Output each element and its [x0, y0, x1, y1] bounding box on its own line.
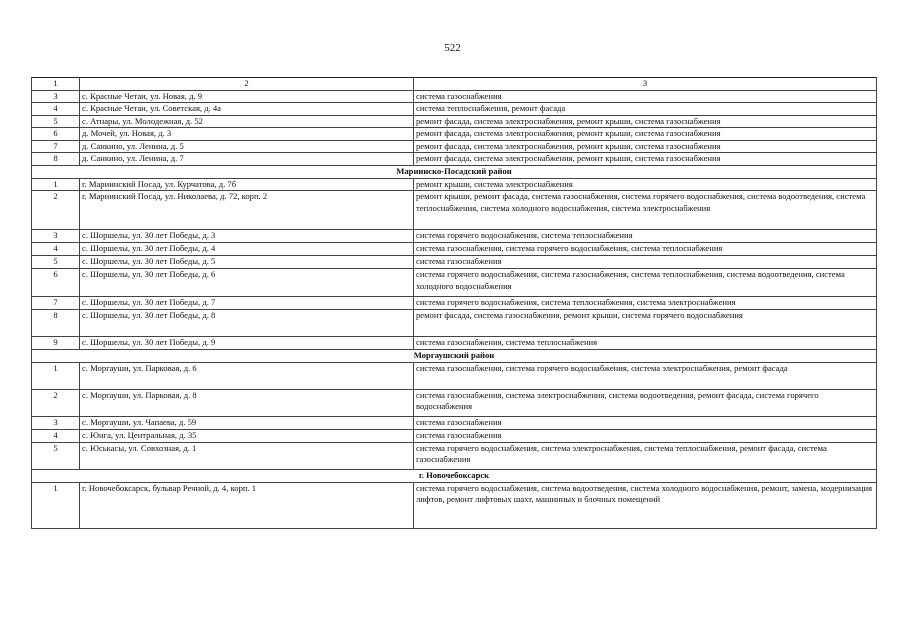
works-cell: система газоснабжения, система горячего водоснабжения, система теплоснабжения	[414, 243, 877, 256]
row-number: 4	[32, 243, 80, 256]
address-cell: с. Красные Четаи, ул. Советская, д. 4а	[80, 103, 414, 116]
address-cell: с. Моргауши, ул. Чапаева, д. 59	[80, 416, 414, 429]
table-row	[32, 389, 877, 416]
table-row	[32, 140, 877, 153]
table-row	[32, 115, 877, 128]
row-number: 4	[32, 103, 80, 116]
table-row	[32, 153, 877, 166]
works-cell: ремонт фасада, система электроснабжения, ремонт крыши, система газоснабжения	[414, 140, 877, 153]
works-cell: система горячего водоснабжения, система теплоснабжения, система электроснабжения	[414, 297, 877, 310]
row-number: 5	[32, 442, 80, 469]
table-row	[32, 191, 877, 230]
address-cell: с. Шоршелы, ул. 30 лет Победы, д. 3	[80, 230, 414, 243]
works-cell: система теплоснабжения, ремонт фасада	[414, 103, 877, 116]
table-row	[32, 230, 877, 243]
address-cell: с. Шоршелы, ул. 30 лет Победы, д. 6	[80, 269, 414, 297]
district-section-row	[32, 165, 877, 178]
table-row	[32, 416, 877, 429]
row-number: 2	[32, 191, 80, 230]
works-cell: система газоснабжения	[414, 416, 877, 429]
table-header-row	[32, 78, 877, 91]
table-row	[32, 269, 877, 297]
address-cell: с. Шоршелы, ул. 30 лет Победы, д. 4	[80, 243, 414, 256]
address-cell: с. Юнга, ул. Центральная, д. 35	[80, 429, 414, 442]
address-cell: с. Юськасы, ул. Совхозная, д. 1	[80, 442, 414, 469]
repair-works-table	[31, 77, 877, 529]
table-row	[32, 178, 877, 191]
row-number: 5	[32, 115, 80, 128]
address-cell: г. Мариинский Посад, ул. Курчатова, д. 7б	[80, 178, 414, 191]
table-row	[32, 128, 877, 141]
works-cell: система горячего водоснабжения, система водоотведения, система холодного водоснабжения, ремонт, замена, модернизация лифтов, ремонт лифтовых шахт, машинных и блочных помещений	[414, 482, 877, 528]
table-row	[32, 243, 877, 256]
row-number: 8	[32, 153, 80, 166]
table-row	[32, 103, 877, 116]
district-title: Мариинско-Посадский район	[32, 165, 877, 178]
address-cell: г. Новочебоксарск, бульвар Речной, д. 4, корп. 1	[80, 482, 414, 528]
table-row	[32, 256, 877, 269]
works-cell: ремонт фасада, система электроснабжения, ремонт крыши, система газоснабжения	[414, 115, 877, 128]
page-number: 522	[444, 42, 461, 54]
works-cell: ремонт крыши, система электроснабжения	[414, 178, 877, 191]
header-col-1: 1	[32, 78, 80, 91]
row-number: 3	[32, 90, 80, 103]
works-cell: система горячего водоснабжения, система газоснабжения, система теплоснабжения, система водоотведения, система холодного водоснабжения	[414, 269, 877, 297]
works-cell: система газоснабжения, система теплоснабжения	[414, 337, 877, 350]
table-row	[32, 362, 877, 389]
table-row	[32, 310, 877, 337]
address-cell: д. Санкино, ул. Ленина, д. 5	[80, 140, 414, 153]
row-number: 6	[32, 128, 80, 141]
address-cell: с. Шоршелы, ул. 30 лет Победы, д. 7	[80, 297, 414, 310]
address-cell: д. Мочей, ул. Новая, д. 3	[80, 128, 414, 141]
row-number: 8	[32, 310, 80, 337]
row-number: 7	[32, 140, 80, 153]
works-cell: система газоснабжения	[414, 256, 877, 269]
works-cell: система газоснабжения, система электроснабжения, система водоотведения, ремонт фасада, система горячего водоснабжения	[414, 389, 877, 416]
works-cell: система горячего водоснабжения, система теплоснабжения	[414, 230, 877, 243]
table-row	[32, 482, 877, 528]
row-number: 2	[32, 389, 80, 416]
district-section-row	[32, 469, 877, 482]
district-section-row	[32, 349, 877, 362]
table-row	[32, 337, 877, 350]
works-cell: система горячего водоснабжения, система электроснабжения, система теплоснабжения, ремонт фасада, система газоснабжения	[414, 442, 877, 469]
works-cell: ремонт крыши, ремонт фасада, система газоснабжения, система горячего водоснабжения, система водоотведения, система теплоснабжения, система холодного водоснабжения, система электроснабжения	[414, 191, 877, 230]
address-cell: с. Моргауши, ул. Парковая, д. 6	[80, 362, 414, 389]
works-cell: ремонт фасада, система электроснабжения, ремонт крыши, система газоснабжения	[414, 128, 877, 141]
works-cell: ремонт фасада, система электроснабжения, ремонт крыши, система газоснабжения	[414, 153, 877, 166]
row-number: 3	[32, 416, 80, 429]
works-cell: система газоснабжения	[414, 429, 877, 442]
row-number: 6	[32, 269, 80, 297]
district-title: Моргаушский район	[32, 349, 877, 362]
address-cell: г. Мариинский Посад, ул. Николаева, д. 72, корп. 2	[80, 191, 414, 230]
table-body	[32, 78, 877, 529]
row-number: 4	[32, 429, 80, 442]
header-col-2: 2	[80, 78, 414, 91]
address-cell: с. Шоршелы, ул. 30 лет Победы, д. 8	[80, 310, 414, 337]
table-row	[32, 442, 877, 469]
address-cell: д. Санкино, ул. Ленина, д. 7	[80, 153, 414, 166]
row-number: 3	[32, 230, 80, 243]
row-number: 1	[32, 482, 80, 528]
table-row	[32, 429, 877, 442]
address-cell: с. Моргауши, ул. Парковая, д. 8	[80, 389, 414, 416]
district-title: г. Новочебоксарск	[32, 469, 877, 482]
works-cell: ремонт фасада, система газоснабжения, ремонт крыши, система горячего водоснабжения	[414, 310, 877, 337]
row-number: 1	[32, 178, 80, 191]
row-number: 7	[32, 297, 80, 310]
table-row	[32, 297, 877, 310]
works-cell: система газоснабжения, система горячего водоснабжения, система электроснабжения, ремонт фасада	[414, 362, 877, 389]
address-cell: с. Шоршелы, ул. 30 лет Победы, д. 5	[80, 256, 414, 269]
row-number: 1	[32, 362, 80, 389]
row-number: 9	[32, 337, 80, 350]
table-row	[32, 90, 877, 103]
row-number: 5	[32, 256, 80, 269]
works-cell: система газоснабжения	[414, 90, 877, 103]
header-col-3: 3	[414, 78, 877, 91]
address-cell: с. Красные Четаи, ул. Новая, д. 9	[80, 90, 414, 103]
address-cell: с. Шоршелы, ул. 30 лет Победы, д. 9	[80, 337, 414, 350]
address-cell: с. Атнары, ул. Молодежная, д. 52	[80, 115, 414, 128]
